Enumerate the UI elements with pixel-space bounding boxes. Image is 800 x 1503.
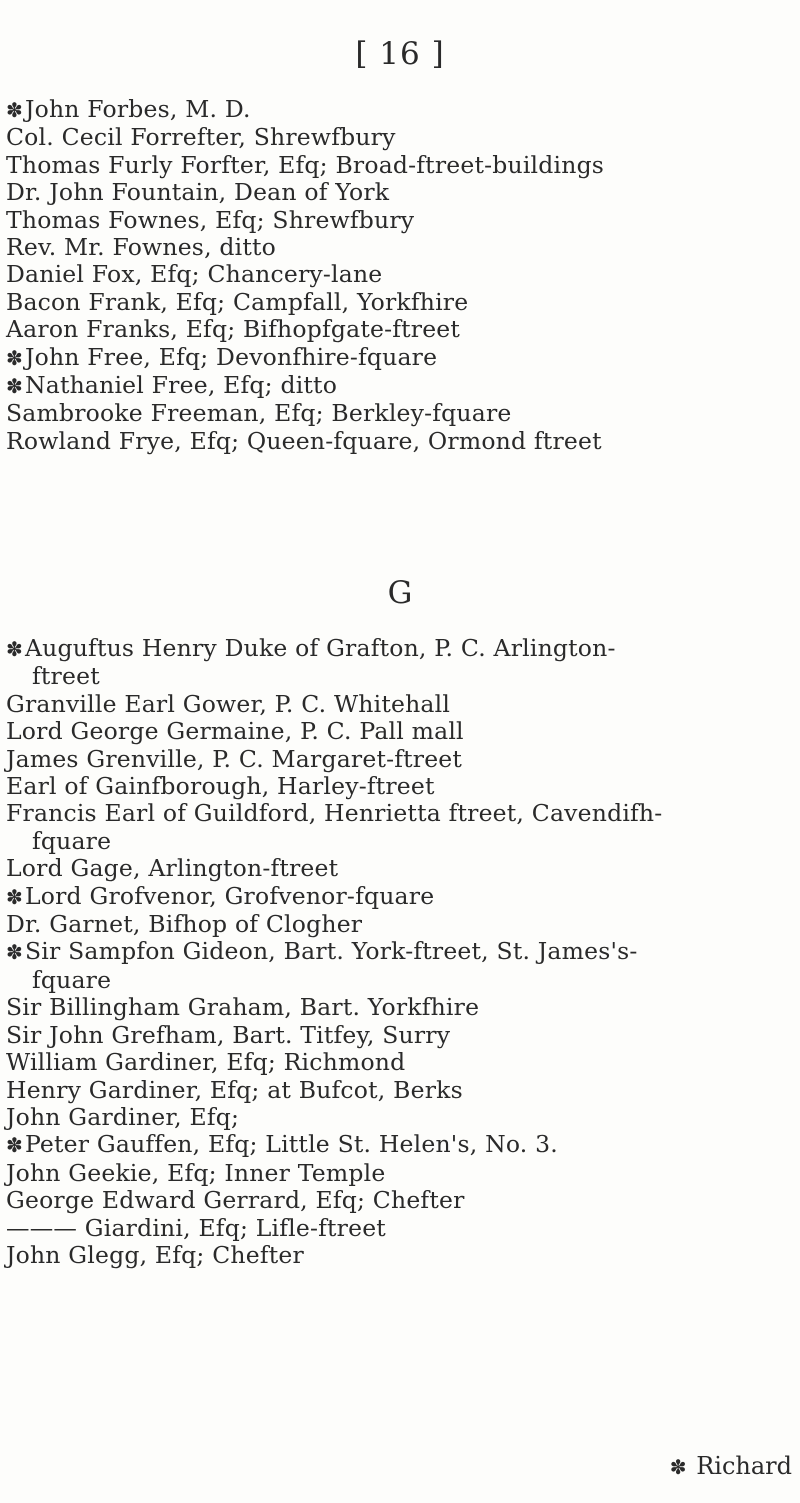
subscriber-entry bbox=[6, 994, 786, 1021]
subscriber-mark: ✽ bbox=[6, 98, 23, 122]
subscriber-text: James Grenville, P. C. Margaret-ftreet bbox=[6, 744, 463, 773]
subscriber-text: Auguftus Henry Duke of Grafton, P. C. Arlington- bbox=[24, 634, 616, 662]
subscriber-entry bbox=[6, 1022, 786, 1049]
catchword-text: Richard bbox=[696, 1452, 792, 1480]
subscriber-text: John Gardiner, Efq; bbox=[6, 1102, 240, 1131]
subscriber-text: Henry Gardiner, Efq; at Bufcot, Berks bbox=[6, 1075, 463, 1104]
subscriber-entry bbox=[6, 1104, 786, 1131]
subscriber-text: John Geekie, Efq; Inner Temple bbox=[6, 1158, 386, 1187]
subscriber-entry-continuation: fquare bbox=[32, 965, 112, 994]
subscriber-entry bbox=[6, 179, 786, 206]
subscriber-text: Aaron Franks, Efq; Bifhopfgate-ftreet bbox=[6, 315, 461, 344]
subscriber-text: Francis Earl of Guildford, Henrietta ftreet, Cavendifh- bbox=[6, 799, 663, 828]
subscriber-list-g bbox=[6, 635, 786, 1269]
subscriber-entry bbox=[6, 1077, 786, 1104]
subscriber-text: John Forbes, M. D. bbox=[24, 95, 251, 123]
subscriber-text: Dr. John Fountain, Dean of York bbox=[6, 178, 390, 207]
subscriber-mark: ✽ bbox=[6, 940, 23, 965]
subscriber-entry bbox=[6, 152, 786, 179]
subscriber-mark: ✽ bbox=[6, 884, 23, 909]
section-heading-g: G bbox=[387, 575, 413, 611]
subscriber-text: Lord Gage, Arlington-ftreet bbox=[6, 854, 339, 883]
subscriber-entry bbox=[6, 773, 786, 800]
subscriber-text: Bacon Frank, Efq; Campfall, Yorkfhire bbox=[6, 287, 469, 316]
subscriber-entry bbox=[6, 372, 786, 400]
subscriber-entry bbox=[6, 1187, 786, 1214]
subscriber-entry bbox=[6, 635, 786, 663]
subscriber-entry bbox=[6, 1131, 786, 1159]
subscriber-entry bbox=[6, 344, 786, 372]
subscriber-text: Thomas Furly Forfter, Efq; Broad-ftreet-buildings bbox=[6, 150, 605, 179]
catchword bbox=[670, 1452, 792, 1480]
subscriber-entry bbox=[6, 911, 786, 938]
subscriber-entry bbox=[6, 718, 786, 745]
subscriber-entry bbox=[6, 800, 786, 827]
subscriber-text: ——— Giardini, Efq; Lifle-ftreet bbox=[6, 1213, 386, 1242]
subscriber-entry bbox=[6, 691, 786, 718]
subscriber-entry bbox=[6, 428, 786, 455]
subscriber-entry bbox=[6, 746, 786, 773]
subscriber-entry bbox=[6, 207, 786, 234]
subscriber-text: Sambrooke Freeman, Efq; Berkley-fquare bbox=[6, 399, 512, 428]
subscriber-text: Sir Sampfon Gideon, Bart. York-ftreet, St. James's- bbox=[24, 937, 638, 966]
catchword-mark: ✽ bbox=[669, 1455, 687, 1479]
subscriber-entry bbox=[6, 96, 786, 124]
subscriber-entry bbox=[6, 261, 786, 288]
subscriber-entry bbox=[6, 234, 786, 261]
subscriber-text: Peter Gauffen, Efq; Little St. Helen's, No. 3. bbox=[24, 1130, 558, 1159]
subscriber-text: Sir Billingham Graham, Bart. Yorkfhire bbox=[6, 993, 480, 1022]
subscriber-text: William Gardiner, Efq; Richmond bbox=[6, 1048, 406, 1077]
subscriber-text: Daniel Fox, Efq; Chancery-lane bbox=[6, 260, 383, 289]
subscriber-text: George Edward Gerrard, Efq; Chefter bbox=[6, 1186, 465, 1215]
subscriber-entry bbox=[6, 1242, 786, 1269]
subscriber-text: John Free, Efq; Devonfhire-fquare bbox=[24, 342, 438, 371]
subscriber-entry-continuation: ftreet bbox=[32, 662, 100, 691]
subscriber-text: Rev. Mr. Fownes, ditto bbox=[6, 233, 277, 262]
subscriber-list-f bbox=[6, 96, 786, 455]
subscriber-text: Nathaniel Free, Efq; ditto bbox=[24, 371, 338, 400]
subscriber-entry bbox=[6, 400, 786, 427]
subscriber-entry bbox=[6, 289, 786, 316]
subscriber-text: Rowland Frye, Efq; Queen-fquare, Ormond ftreet bbox=[6, 426, 602, 455]
subscriber-text: Dr. Garnet, Bifhop of Clogher bbox=[6, 910, 363, 939]
subscriber-mark: ✽ bbox=[6, 345, 23, 370]
subscriber-text: Thomas Fownes, Efq; Shrewfbury bbox=[6, 205, 415, 234]
subscriber-entry bbox=[6, 124, 786, 151]
subscriber-mark: ✽ bbox=[6, 374, 23, 399]
subscriber-mark: ✽ bbox=[6, 1133, 23, 1158]
subscriber-text: Lord George Germaine, P. C. Pall mall bbox=[6, 717, 464, 746]
subscriber-entry-continuation: fquare bbox=[32, 826, 112, 855]
subscriber-entry bbox=[6, 1049, 786, 1076]
page-number: [ 16 ] bbox=[355, 36, 445, 72]
subscriber-text: Sir John Grefham, Bart. Titfey, Surry bbox=[6, 1020, 451, 1049]
subscriber-text: Earl of Gainfborough, Harley-ftreet bbox=[6, 772, 435, 801]
subscriber-entry bbox=[6, 1160, 786, 1187]
subscriber-entry bbox=[6, 883, 786, 911]
subscriber-entry bbox=[6, 938, 786, 966]
subscriber-entry bbox=[6, 855, 786, 882]
subscriber-entry bbox=[6, 316, 786, 343]
subscriber-text: Granville Earl Gower, P. C. Whitehall bbox=[6, 689, 451, 718]
subscriber-mark: ✽ bbox=[6, 637, 23, 661]
subscriber-text: Lord Grofvenor, Grofvenor-fquare bbox=[24, 881, 435, 910]
subscriber-text: Col. Cecil Forrefter, Shrewfbury bbox=[6, 123, 396, 152]
subscriber-entry bbox=[6, 1215, 786, 1242]
subscriber-text: John Glegg, Efq; Chefter bbox=[6, 1240, 304, 1269]
